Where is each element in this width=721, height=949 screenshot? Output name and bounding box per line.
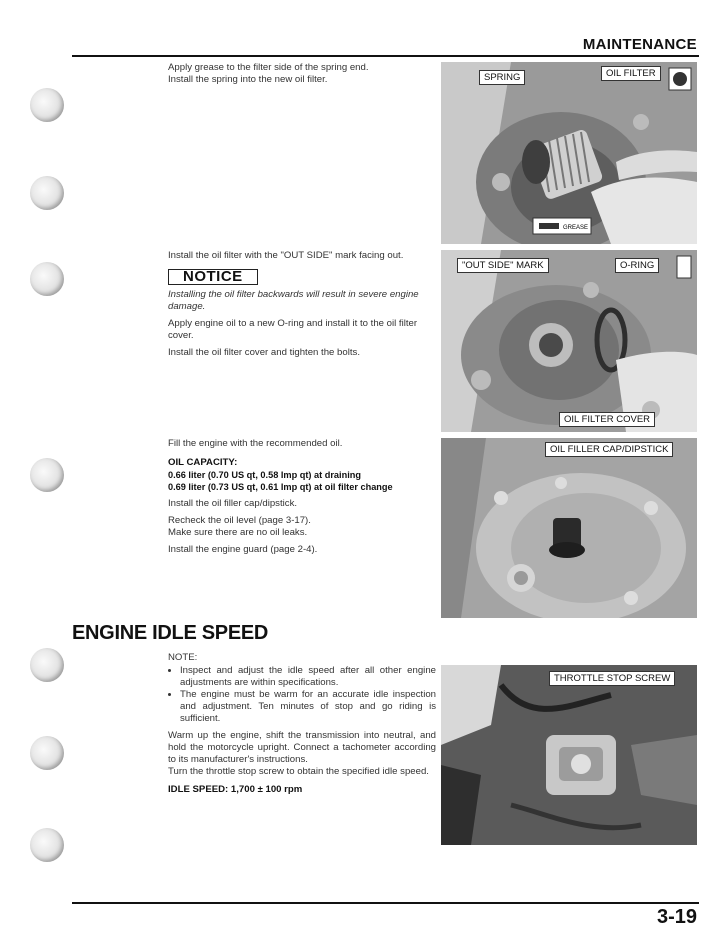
notes-list — [168, 665, 436, 725]
paragraph: Install the oil filter cover and tighten the bolts. — [168, 347, 360, 358]
photo-illustration — [441, 62, 697, 244]
paragraph: Fill the engine with the recommended oil. — [168, 438, 343, 449]
notice-text: Installing the oil filter backwards will result in severe engine damage. — [168, 289, 419, 312]
oil-filter-text-2 — [168, 250, 436, 364]
binder-hole — [30, 88, 64, 122]
paragraph: Apply grease to the filter side of the spring end. — [168, 62, 369, 73]
photo-illustration — [441, 250, 697, 432]
binder-hole — [30, 262, 64, 296]
capacity-draining: 0.66 liter (0.70 US qt, 0.58 Imp qt) at draining — [168, 470, 361, 480]
paragraph: Install the oil filter with the "OUT SIDE" mark facing out. — [168, 250, 404, 261]
oil-filler-cap-photo — [441, 438, 697, 618]
note-label: NOTE: — [168, 652, 198, 663]
oil-filter-cover-photo — [441, 250, 697, 432]
photo-illustration — [441, 438, 697, 618]
footer-rule — [72, 902, 699, 904]
idle-speed-spec: IDLE SPEED: 1,700 ± 100 rpm — [168, 784, 303, 795]
throttle-stop-screw-photo — [441, 665, 697, 845]
paragraph: Install the engine guard (page 2-4). — [168, 544, 318, 555]
throttle-stop-screw-label: THROTTLE STOP SCREW — [549, 671, 675, 686]
idle-text — [168, 652, 436, 801]
header-title: MAINTENANCE — [582, 36, 697, 53]
oil-filter-text-3 — [168, 438, 436, 561]
oil-filter-label: OIL FILTER — [601, 66, 661, 81]
binder-hole — [30, 736, 64, 770]
notice-label: NOTICE — [168, 269, 258, 285]
paragraph: Install the spring into the new oil filter. — [168, 74, 328, 85]
oil-filler-cap-label: OIL FILLER CAP/DIPSTICK — [545, 442, 673, 457]
header-rule — [72, 55, 699, 57]
binder-hole — [30, 458, 64, 492]
paragraph: Install the oil filler cap/dipstick. — [168, 498, 298, 509]
oil-filter-photo — [441, 62, 697, 244]
paragraph: Recheck the oil level (page 3-17). — [168, 515, 311, 526]
note-item: • The engine must be warm for an accurate idle inspection and adjustment. Ten minutes of stop and go riding is sufficient. — [180, 689, 436, 725]
section-title: ENGINE IDLE SPEED — [72, 622, 269, 644]
outside-mark-label: "OUT SIDE" MARK — [457, 258, 549, 273]
o-ring-label: O-RING — [615, 258, 659, 273]
oil-filter-text-1 — [168, 62, 436, 91]
capacity-title: OIL CAPACITY: — [168, 457, 238, 468]
photo-illustration — [441, 665, 697, 845]
paragraph: Turn the throttle stop screw to obtain the specified idle speed. — [168, 766, 429, 777]
spring-label: SPRING — [479, 70, 525, 85]
binder-hole — [30, 828, 64, 862]
note-item: • Inspect and adjust the idle speed after all other engine adjustments are within specifications. — [180, 665, 436, 689]
paragraph: Apply engine oil to a new O-ring and install it to the oil filter cover. — [168, 318, 418, 341]
grease-label: GREASE — [563, 225, 589, 231]
binder-hole — [30, 648, 64, 682]
oil-filter-cover-label: OIL FILTER COVER — [559, 412, 655, 427]
paragraph: Make sure there are no oil leaks. — [168, 527, 308, 538]
paragraph: Warm up the engine, shift the transmission into neutral, and hold the motorcycle upright. Connect a tachometer according to its manufacturer's instructions. — [168, 730, 436, 765]
page-number: 3-19 — [656, 906, 697, 928]
binder-hole — [30, 176, 64, 210]
capacity-filter: 0.69 liter (0.73 US qt, 0.61 Imp qt) at oil filter change — [168, 482, 393, 492]
